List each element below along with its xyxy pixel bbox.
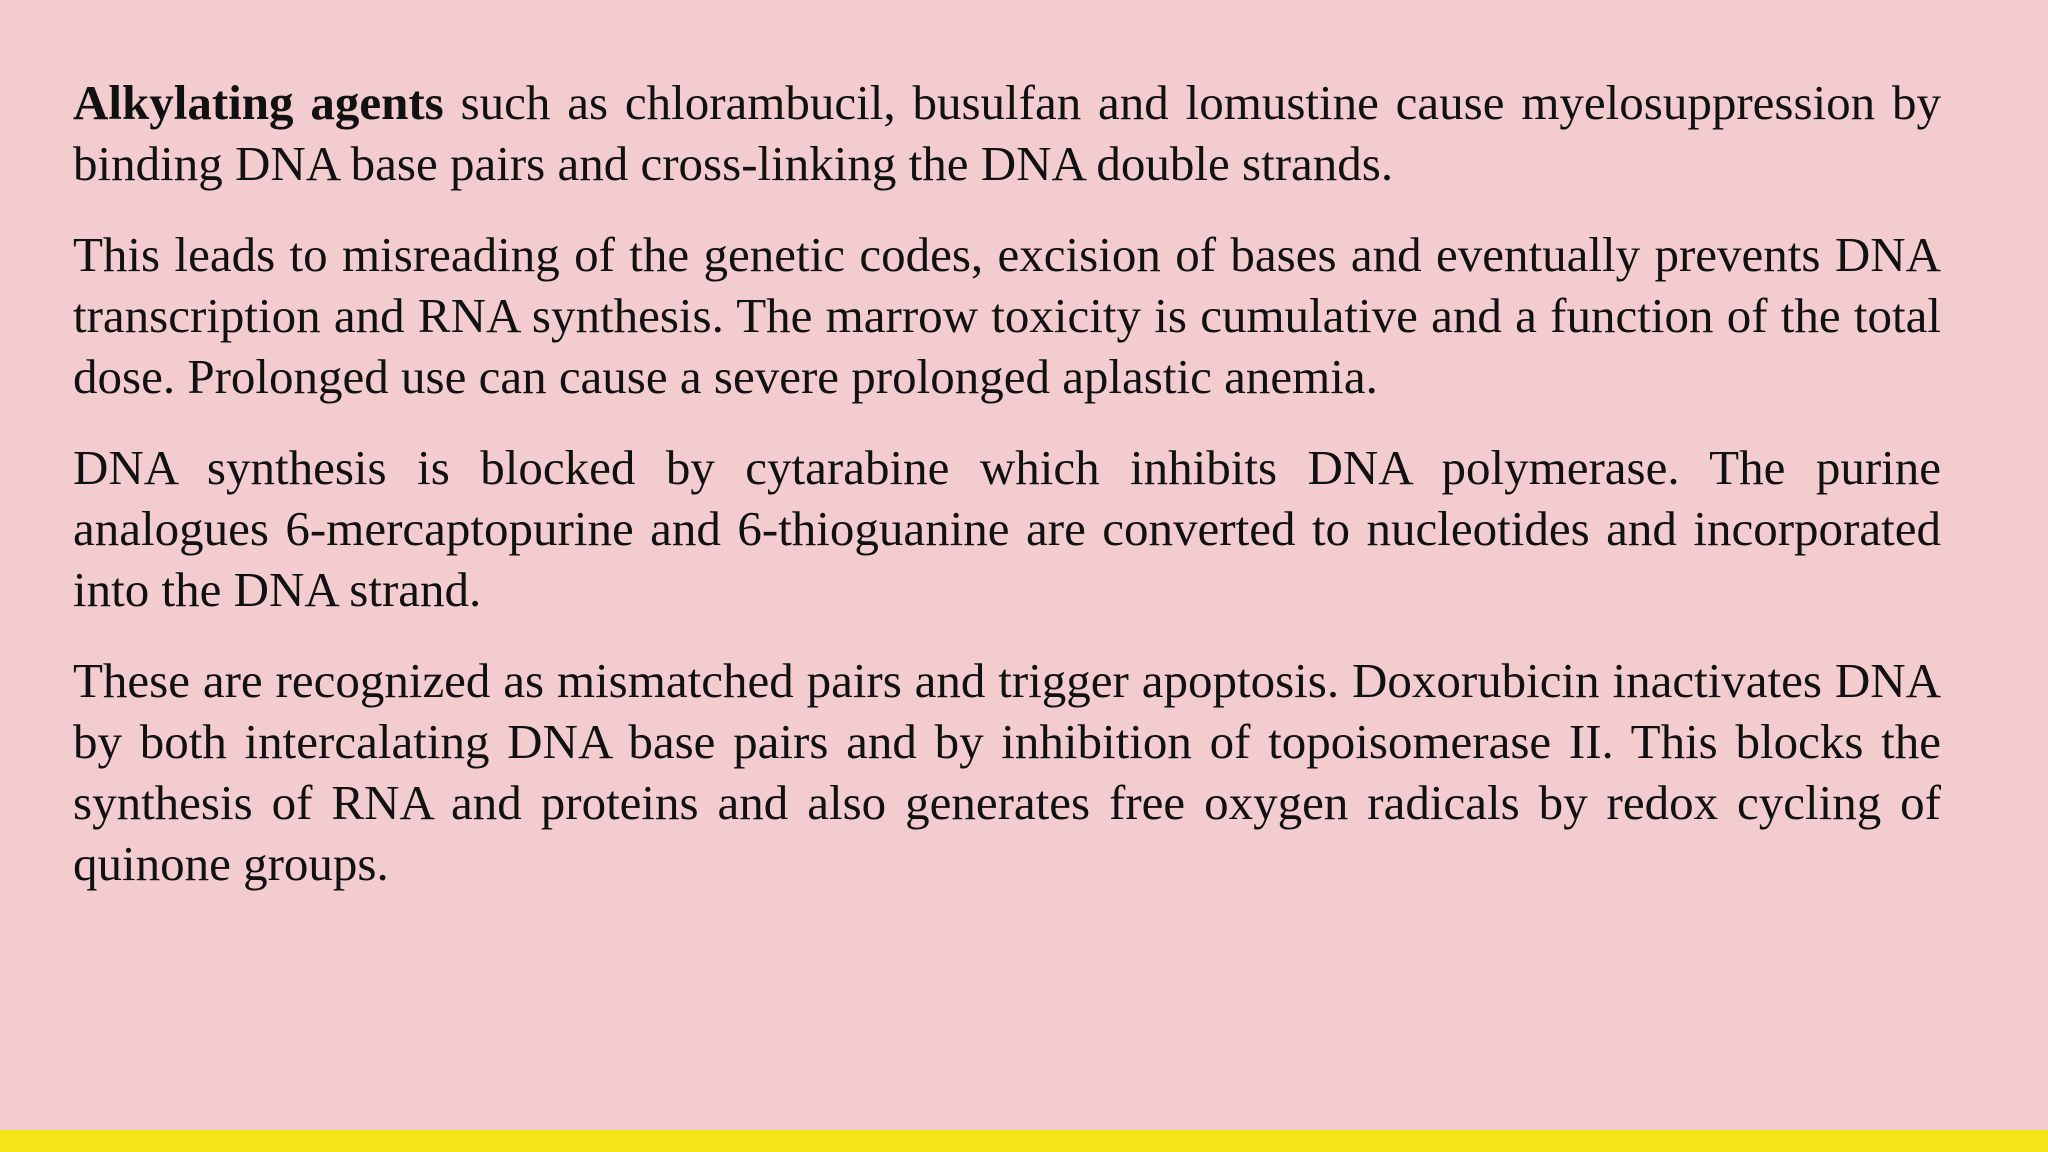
- paragraph-misreading: This leads to misreading of the genetic codes, excision of bases and eventually prevents DNA transcription and RNA synthesis. The marrow toxicity is cumulative and a function of the total dose. Prolonged use can cause a severe prolonged aplastic anemia.: [73, 227, 1941, 404]
- footer-accent-bar: [0, 1130, 2048, 1152]
- paragraph-alkylating-agents: [73, 72, 1941, 194]
- slide-body: [73, 72, 1941, 894]
- paragraph-text: such as chlorambucil, busulfan and lomustine cause myelosuppression by binding DNA base pairs and cross-linking the DNA double strands.: [73, 75, 1941, 191]
- paragraph-apoptosis: These are recognized as mismatched pairs and trigger apoptosis. Doxorubicin inactivates DNA by both intercalating DNA base pairs and by inhibition of topoisomerase II. This blocks the synthesis of RNA and proteins and also generates free oxygen radicals by redox cycling of quinone groups.: [73, 653, 1941, 891]
- bold-term: Alkylating agents: [73, 75, 444, 130]
- paragraph-dna-synthesis: DNA synthesis is blocked by cytarabine which inhibits DNA polymerase. The purine analogues 6-mercaptopurine and 6-thioguanine are converted to nucleotides and incorporated into the DNA strand.: [73, 440, 1941, 617]
